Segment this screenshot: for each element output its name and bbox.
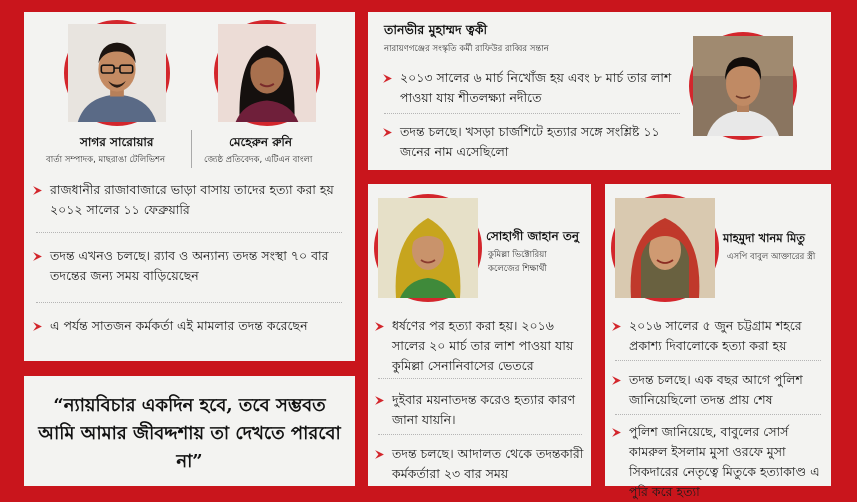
divider xyxy=(36,302,342,303)
case-point: তদন্ত চলছে। খসড়া চার্জশিটে হত্যার সঙ্গে সংশ্লিষ্ট ১১ জনের নাম এসেছিলো xyxy=(382,122,682,162)
case-point: রাজধানীর রাজাবাজারে ভাড়া বাসায় তাদের হত্যা করা হয় ২০১২ সালের ১১ ফেব্রুয়ারি xyxy=(32,180,352,220)
case-point: ২০১৩ সালের ৬ মার্চ নিখোঁজ হয় এবং ৮ মার্চ তার লাশ পাওয়া যায় শীতলক্ষ্যা নদীতে xyxy=(382,68,682,108)
portrait-mitu xyxy=(611,194,719,302)
divider xyxy=(615,414,821,415)
case-card-toki xyxy=(368,12,831,170)
portrait-runi xyxy=(214,20,320,126)
arrow-bullet-icon xyxy=(374,444,392,464)
portrait-mitu-image xyxy=(615,198,715,298)
person-name-sagar: সাগর সারোয়ার xyxy=(80,135,154,149)
case-point: তদন্ত চলছে। এক বছর আগে পুলিশ জানিয়েছিলো তদন্ত প্রায় শেষ xyxy=(611,370,827,410)
case-card-tonu xyxy=(368,184,591,486)
arrow-bullet-icon xyxy=(32,316,50,336)
arrow-bullet-icon xyxy=(611,422,629,442)
divider xyxy=(615,360,821,361)
arrow-bullet-icon xyxy=(611,316,629,336)
arrow-bullet-icon xyxy=(32,246,50,266)
portrait-tonu-image xyxy=(378,198,478,298)
arrow-bullet-icon xyxy=(374,390,392,410)
person-name-runi: মেহেরুন রুনি xyxy=(229,135,293,149)
person-role-toki: নারায়ণগঞ্জের সংস্কৃতি কর্মী রাফিউর রাব্বির সন্তান xyxy=(384,44,549,54)
divider xyxy=(378,434,582,435)
portrait-runi-image xyxy=(218,24,316,122)
case-point: ধর্ষণের পর হত্যা করা হয়। ২০১৬ সালের ২০ মার্চ তার লাশ পাওয়া যায় কুমিল্লা সেনানিবাসের ভেতরে xyxy=(374,316,588,376)
person-role-tonu: কুমিল্লা ভিক্টোরিয়া xyxy=(488,250,547,260)
case-card-sagar-runi xyxy=(24,12,355,361)
arrow-bullet-icon xyxy=(32,180,50,200)
arrow-bullet-icon xyxy=(611,370,629,390)
person-role-runi: জ্যেষ্ঠ প্রতিবেদক, এটিএন বাংলা xyxy=(204,155,313,165)
portrait-toki xyxy=(689,32,797,140)
portrait-tonu xyxy=(374,194,482,302)
case-point: দুইবার ময়নাতদন্ত করেও হত্যার কারণ জানা যায়নি। xyxy=(374,390,588,430)
person-role-tonu-line2: কলেজের শিক্ষার্থী xyxy=(488,264,547,274)
case-point: এ পর্যন্ত সাতজন কর্মকর্তা এই মামলার তদন্ত করেছেন xyxy=(32,316,352,336)
person-name-tonu: সোহাগী জাহান তনু xyxy=(486,229,580,243)
person-role-sagar: বার্তা সম্পাদক, মাছরাঙা টেলিভিশন xyxy=(46,155,166,165)
divider xyxy=(36,232,342,233)
portrait-toki-image xyxy=(693,36,793,136)
divider xyxy=(384,113,680,114)
divider xyxy=(191,130,192,168)
arrow-bullet-icon xyxy=(382,122,400,142)
arrow-bullet-icon xyxy=(374,316,392,336)
person-name-mitu: মাহমুদা খানম মিতু xyxy=(723,231,805,245)
case-point: তদন্ত এখনও চলছে। র‍্যাব ও অন্যান্য তদন্ত সংস্থা ৭০ বার তদন্তের জন্য সময় বাড়িয়েছেন xyxy=(32,246,352,286)
quote-text: “ন্যায়বিচার একদিন হবে, তবে সম্ভবত আমি আমার জীবদ্দশায় তা দেখতে পারবো না” xyxy=(38,395,341,472)
quote-card xyxy=(24,376,355,486)
case-point: ২০১৬ সালের ৫ জুন চট্টগ্রাম শহরে প্রকাশ্য দিবালোকে হত্যা করা হয় xyxy=(611,316,827,356)
person-role-mitu: এসপি বাবুল আক্তারের স্ত্রী xyxy=(727,252,816,262)
arrow-bullet-icon xyxy=(382,68,400,88)
case-point: পুলিশ জানিয়েছে, বাবুলের সোর্স কামরুল ইসলাম মুসা ওরফে মুসা সিকদারের নেতৃত্বে মিতুকে হত্যাকাণ্ড এ পুরি করে হত্যা xyxy=(611,422,827,502)
person-name-toki: তানভীর মুহাম্মদ ত্বকী xyxy=(384,22,488,37)
case-point: তদন্ত চলছে। আদালত থেকে তদন্তকারী কর্মকর্তারা ২৩ বার সময় xyxy=(374,444,588,484)
portrait-sagar-image xyxy=(68,24,166,122)
divider xyxy=(378,378,582,379)
portrait-sagar xyxy=(64,20,170,126)
case-card-mitu xyxy=(605,184,831,499)
